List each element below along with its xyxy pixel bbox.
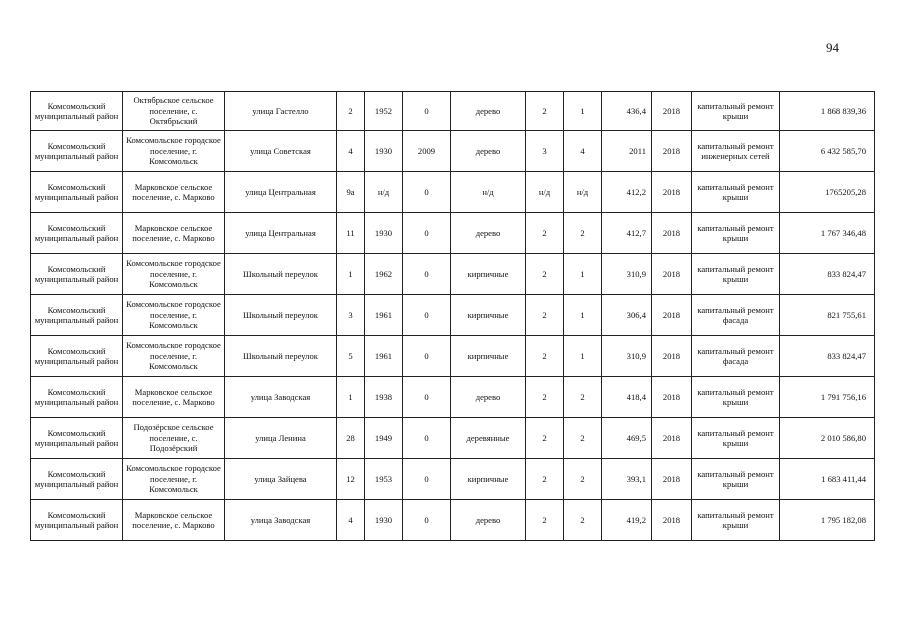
work-type-cell: капитальный ремонт крыши [692, 172, 780, 213]
build-year-cell: н/д [365, 172, 403, 213]
floors-cell: 2 [526, 336, 564, 377]
floors-cell: 2 [526, 92, 564, 131]
entrances-cell: 2 [564, 213, 602, 254]
cost-cell: 2 010 586,80 [780, 418, 875, 459]
repair-year-cell: 0 [403, 254, 451, 295]
work-type-cell: капитальный ремонт крыши [692, 418, 780, 459]
entrances-cell: 1 [564, 92, 602, 131]
settlement-cell: Комсомольское городское поселение, г. Комсомольск [123, 254, 225, 295]
floors-cell: 2 [526, 377, 564, 418]
work-type-cell: капитальный ремонт крыши [692, 213, 780, 254]
entrances-cell: 2 [564, 418, 602, 459]
area-cell: 469,5 [602, 418, 652, 459]
plan-year-cell: 2018 [652, 254, 692, 295]
repair-year-cell: 0 [403, 418, 451, 459]
page-number: 94 [826, 40, 839, 55]
street-cell: улица Ленина [225, 418, 337, 459]
table-body [31, 92, 875, 541]
area-cell: 310,9 [602, 336, 652, 377]
cost-cell: 1765205,28 [780, 172, 875, 213]
settlement-cell: Комсомольское городское поселение, г. Комсомольск [123, 459, 225, 500]
repair-year-cell: 2009 [403, 131, 451, 172]
entrances-cell: 2 [564, 500, 602, 541]
district-cell: Комсомольский муниципальный район [31, 92, 123, 131]
repair-year-cell: 0 [403, 377, 451, 418]
cost-cell: 6 432 585,70 [780, 131, 875, 172]
floors-cell: 2 [526, 254, 564, 295]
wall-material-cell: деревянные [451, 418, 526, 459]
build-year-cell: 1962 [365, 254, 403, 295]
wall-material-cell: н/д [451, 172, 526, 213]
plan-year-cell: 2018 [652, 172, 692, 213]
area-cell: 2011 [602, 131, 652, 172]
wall-material-cell: дерево [451, 92, 526, 131]
district-cell: Комсомольский муниципальный район [31, 295, 123, 336]
cost-cell: 833 824,47 [780, 336, 875, 377]
area-cell: 412,2 [602, 172, 652, 213]
area-cell: 419,2 [602, 500, 652, 541]
settlement-cell: Марковское сельское поселение, с. Марково [123, 377, 225, 418]
settlement-cell: Подозёрское сельское поселение, с. Подозёрский [123, 418, 225, 459]
table-row [31, 500, 875, 541]
work-type-cell: капитальный ремонт крыши [692, 377, 780, 418]
settlement-cell: Комсомольское городское поселение, г. Комсомольск [123, 131, 225, 172]
area-cell: 393,1 [602, 459, 652, 500]
plan-year-cell: 2018 [652, 213, 692, 254]
table-row [31, 377, 875, 418]
district-cell: Комсомольский муниципальный район [31, 377, 123, 418]
floors-cell: 3 [526, 131, 564, 172]
wall-material-cell: кирпичные [451, 295, 526, 336]
entrances-cell: 1 [564, 336, 602, 377]
cost-cell: 1 791 756,16 [780, 377, 875, 418]
district-cell: Комсомольский муниципальный район [31, 213, 123, 254]
area-cell: 412,7 [602, 213, 652, 254]
settlement-cell: Марковское сельское поселение, с. Марково [123, 213, 225, 254]
table-row [31, 459, 875, 500]
settlement-cell: Комсомольское городское поселение, г. Комсомольск [123, 336, 225, 377]
repair-year-cell: 0 [403, 172, 451, 213]
plan-year-cell: 2018 [652, 377, 692, 418]
area-cell: 306,4 [602, 295, 652, 336]
street-cell: Школьный переулок [225, 336, 337, 377]
house-number-cell: 4 [337, 131, 365, 172]
street-cell: улица Заводская [225, 377, 337, 418]
work-type-cell: капитальный ремонт крыши [692, 459, 780, 500]
repair-year-cell: 0 [403, 500, 451, 541]
plan-year-cell: 2018 [652, 459, 692, 500]
district-cell: Комсомольский муниципальный район [31, 336, 123, 377]
table-row [31, 172, 875, 213]
cost-cell: 1 795 182,08 [780, 500, 875, 541]
build-year-cell: 1930 [365, 500, 403, 541]
street-cell: улица Заводская [225, 500, 337, 541]
wall-material-cell: кирпичные [451, 459, 526, 500]
wall-material-cell: дерево [451, 213, 526, 254]
build-year-cell: 1930 [365, 213, 403, 254]
plan-year-cell: 2018 [652, 336, 692, 377]
street-cell: улица Советская [225, 131, 337, 172]
plan-year-cell: 2018 [652, 500, 692, 541]
house-number-cell: 9а [337, 172, 365, 213]
street-cell: Школьный переулок [225, 254, 337, 295]
table-row [31, 418, 875, 459]
build-year-cell: 1938 [365, 377, 403, 418]
entrances-cell: н/д [564, 172, 602, 213]
settlement-cell: Октябрьское сельское поселение, с. Октябрьский [123, 92, 225, 131]
table-row [31, 295, 875, 336]
house-number-cell: 28 [337, 418, 365, 459]
repair-year-cell: 0 [403, 459, 451, 500]
cost-cell: 1 868 839,36 [780, 92, 875, 131]
floors-cell: н/д [526, 172, 564, 213]
settlement-cell: Комсомольское городское поселение, г. Комсомольск [123, 295, 225, 336]
housing-registry-table [30, 91, 875, 541]
work-type-cell: капитальный ремонт крыши [692, 254, 780, 295]
wall-material-cell: дерево [451, 131, 526, 172]
repair-year-cell: 0 [403, 295, 451, 336]
street-cell: улица Зайцева [225, 459, 337, 500]
work-type-cell: капитальный ремонт инженерных сетей [692, 131, 780, 172]
area-cell: 310,9 [602, 254, 652, 295]
entrances-cell: 4 [564, 131, 602, 172]
build-year-cell: 1961 [365, 295, 403, 336]
district-cell: Комсомольский муниципальный район [31, 172, 123, 213]
floors-cell: 2 [526, 459, 564, 500]
repair-year-cell: 0 [403, 213, 451, 254]
house-number-cell: 12 [337, 459, 365, 500]
cost-cell: 833 824,47 [780, 254, 875, 295]
table-row [31, 92, 875, 131]
house-number-cell: 2 [337, 92, 365, 131]
table-row [31, 213, 875, 254]
table-row [31, 336, 875, 377]
plan-year-cell: 2018 [652, 418, 692, 459]
build-year-cell: 1961 [365, 336, 403, 377]
work-type-cell: капитальный ремонт фасада [692, 295, 780, 336]
street-cell: улица Центральная [225, 213, 337, 254]
cost-cell: 821 755,61 [780, 295, 875, 336]
plan-year-cell: 2018 [652, 92, 692, 131]
floors-cell: 2 [526, 213, 564, 254]
plan-year-cell: 2018 [652, 295, 692, 336]
cost-cell: 1 683 411,44 [780, 459, 875, 500]
entrances-cell: 2 [564, 377, 602, 418]
district-cell: Комсомольский муниципальный район [31, 459, 123, 500]
wall-material-cell: дерево [451, 500, 526, 541]
work-type-cell: капитальный ремонт крыши [692, 500, 780, 541]
area-cell: 418,4 [602, 377, 652, 418]
work-type-cell: капитальный ремонт крыши [692, 92, 780, 131]
build-year-cell: 1949 [365, 418, 403, 459]
area-cell: 436,4 [602, 92, 652, 131]
house-number-cell: 4 [337, 500, 365, 541]
table-row [31, 131, 875, 172]
street-cell: Школьный переулок [225, 295, 337, 336]
floors-cell: 2 [526, 295, 564, 336]
wall-material-cell: кирпичные [451, 254, 526, 295]
build-year-cell: 1930 [365, 131, 403, 172]
house-number-cell: 1 [337, 377, 365, 418]
work-type-cell: капитальный ремонт фасада [692, 336, 780, 377]
district-cell: Комсомольский муниципальный район [31, 131, 123, 172]
settlement-cell: Марковское сельское поселение, с. Марково [123, 172, 225, 213]
entrances-cell: 2 [564, 459, 602, 500]
district-cell: Комсомольский муниципальный район [31, 500, 123, 541]
plan-year-cell: 2018 [652, 131, 692, 172]
entrances-cell: 1 [564, 295, 602, 336]
floors-cell: 2 [526, 418, 564, 459]
house-number-cell: 11 [337, 213, 365, 254]
street-cell: улица Гастелло [225, 92, 337, 131]
cost-cell: 1 767 346,48 [780, 213, 875, 254]
settlement-cell: Марковское сельское поселение, с. Марково [123, 500, 225, 541]
build-year-cell: 1953 [365, 459, 403, 500]
house-number-cell: 5 [337, 336, 365, 377]
floors-cell: 2 [526, 500, 564, 541]
wall-material-cell: кирпичные [451, 336, 526, 377]
build-year-cell: 1952 [365, 92, 403, 131]
repair-year-cell: 0 [403, 92, 451, 131]
repair-year-cell: 0 [403, 336, 451, 377]
district-cell: Комсомольский муниципальный район [31, 254, 123, 295]
street-cell: улица Центральная [225, 172, 337, 213]
entrances-cell: 1 [564, 254, 602, 295]
table-row [31, 254, 875, 295]
wall-material-cell: дерево [451, 377, 526, 418]
house-number-cell: 1 [337, 254, 365, 295]
house-number-cell: 3 [337, 295, 365, 336]
district-cell: Комсомольский муниципальный район [31, 418, 123, 459]
